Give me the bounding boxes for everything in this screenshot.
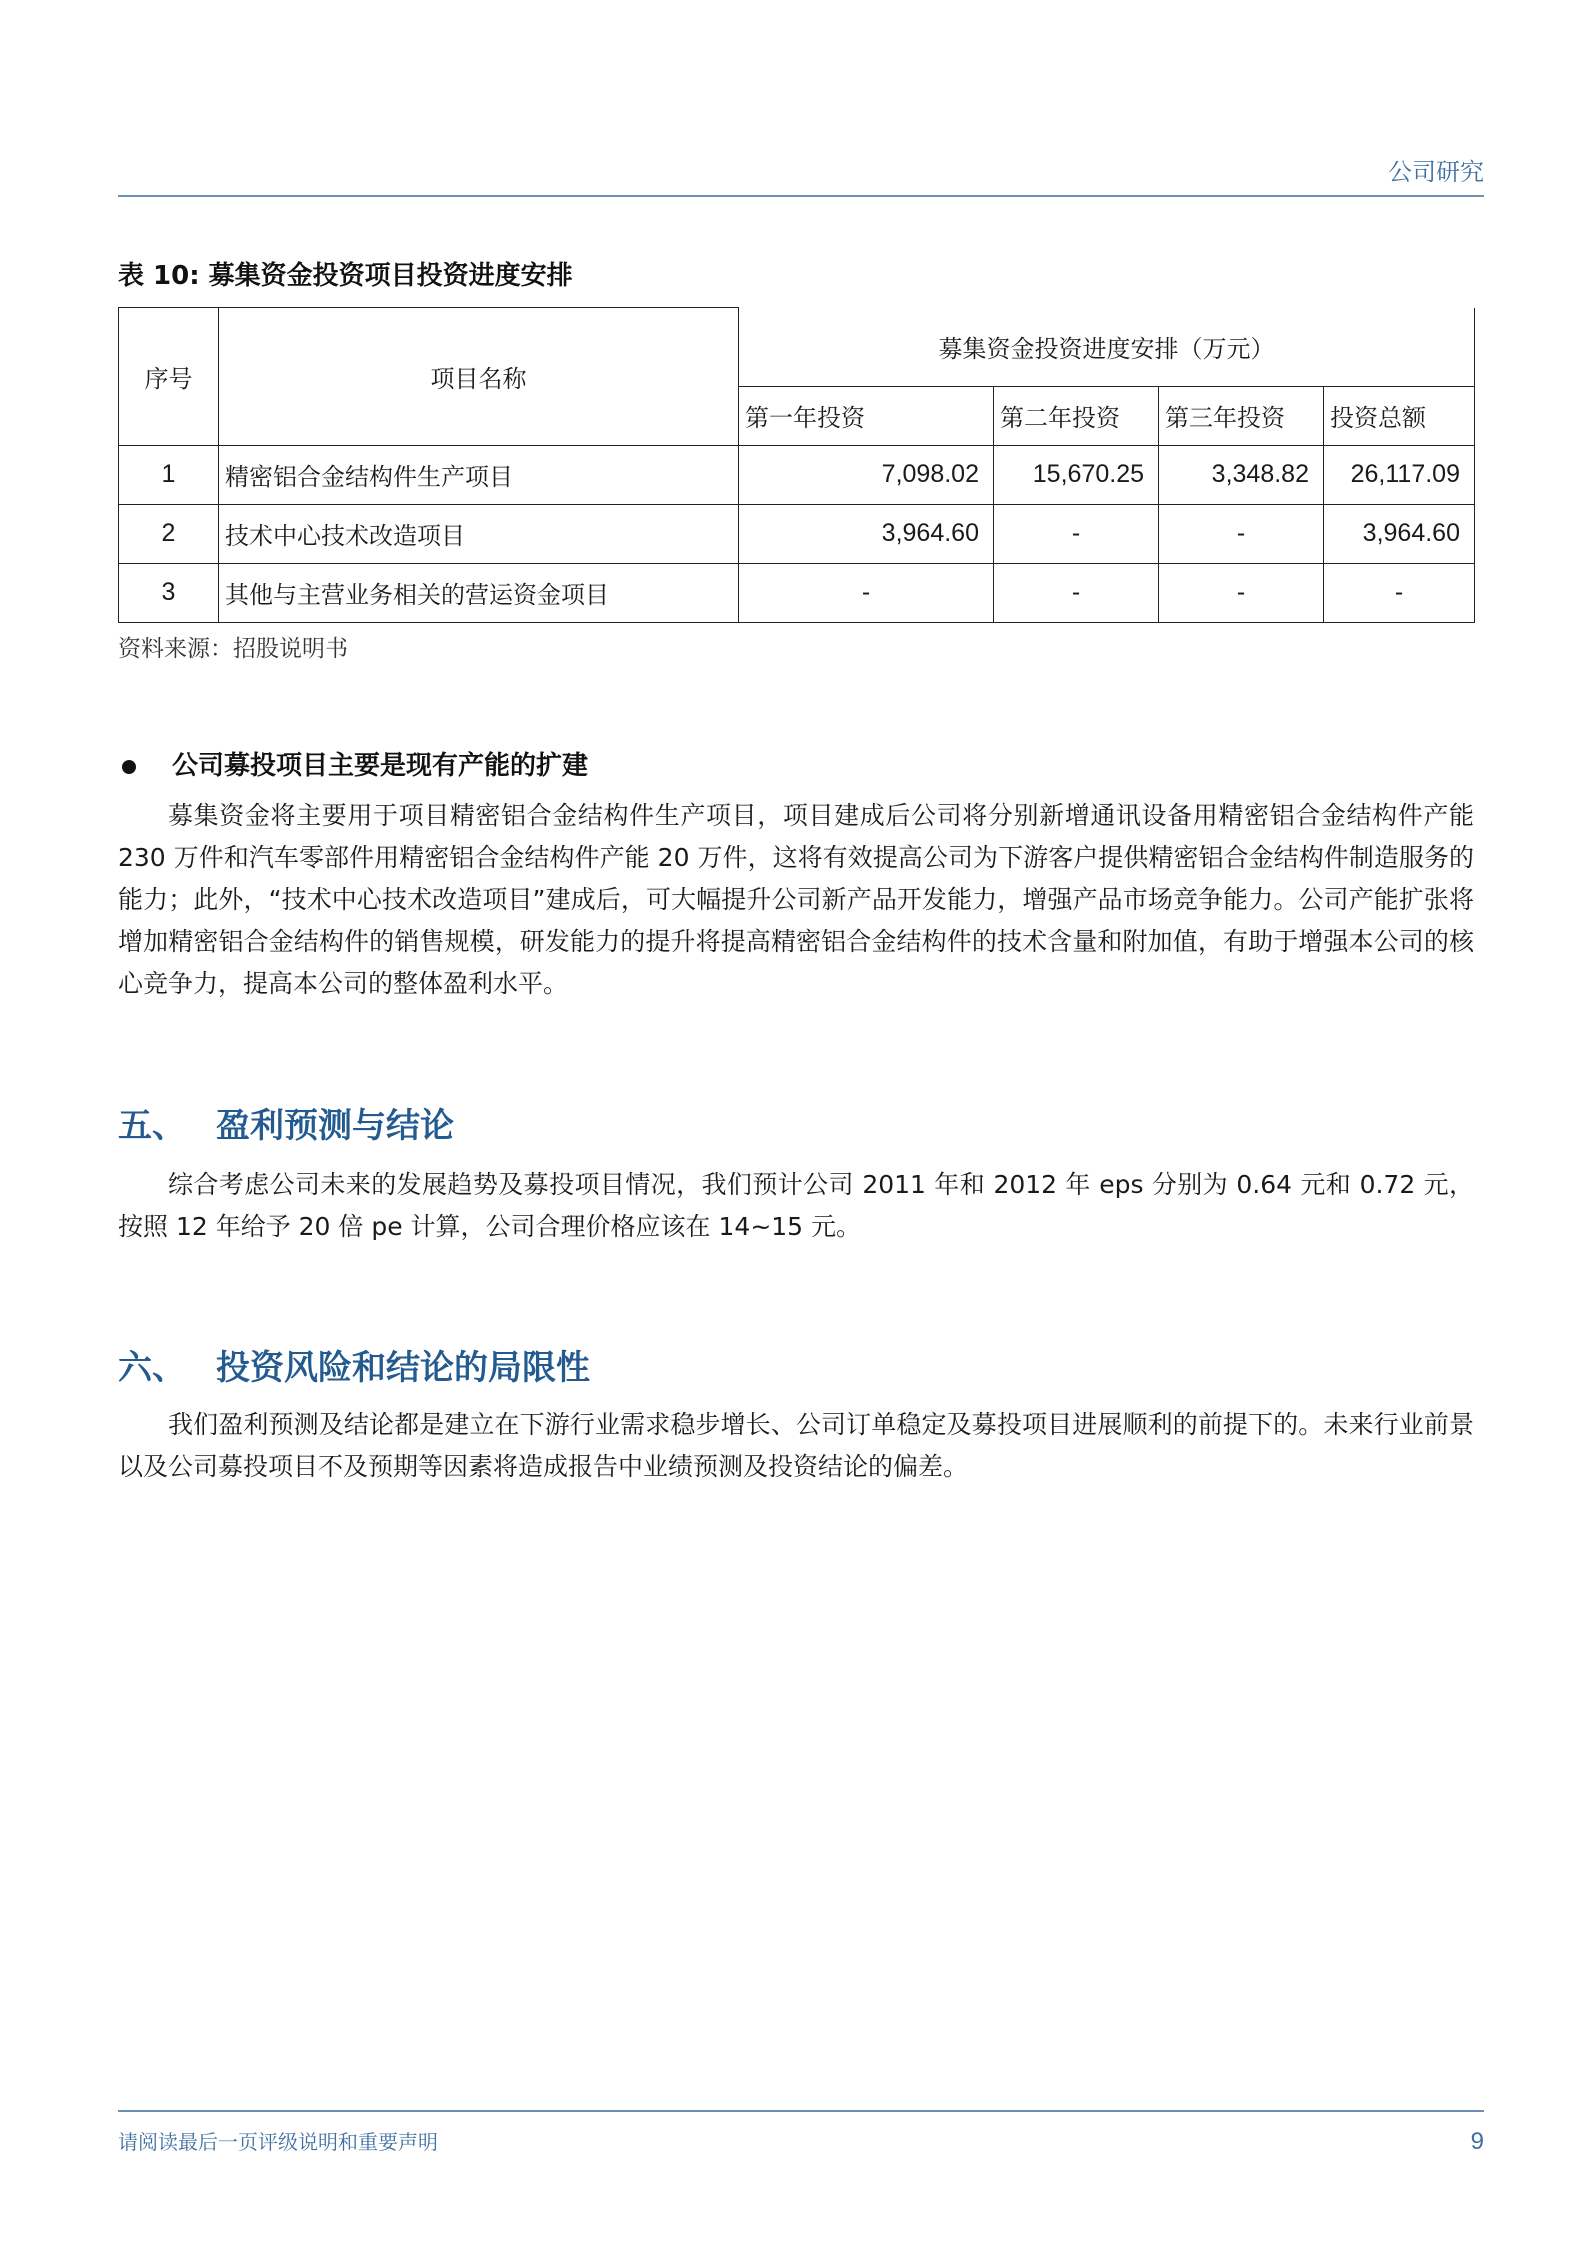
header-rule [118, 195, 1484, 197]
col-header-year1: 第一年投资 [739, 386, 994, 445]
col-header-year3: 第三年投资 [1159, 386, 1324, 445]
bullet-dot-icon [122, 760, 136, 774]
cell-total: 3,964.60 [1324, 504, 1475, 563]
cell-name: 其他与主营业务相关的营运资金项目 [219, 563, 739, 622]
col-header-year2: 第二年投资 [994, 386, 1159, 445]
cell-year2: 15,670.25 [994, 445, 1159, 504]
section-title-6 [118, 1340, 590, 1389]
table-row [119, 563, 1475, 622]
cell-year1: 3,964.60 [739, 504, 994, 563]
section-number-5: 五、 [118, 1106, 186, 1146]
cell-year3: 3,348.82 [1159, 445, 1324, 504]
cell-year3: - [1159, 563, 1324, 622]
section-number-6: 六、 [118, 1348, 186, 1388]
investment-schedule-table [118, 307, 1475, 623]
footer-rule [118, 2110, 1484, 2112]
section-paragraph-6: 我们盈利预测及结论都是建立在下游行业需求稳步增长、公司订单稳定及募投项目进展顺利的前提下的。未来行业前景以及公司募投项目不及预期等因素将造成报告中业绩预测及投资结论的偏差。 [118, 1410, 1474, 1481]
cell-total: 26,117.09 [1324, 445, 1475, 504]
section-title-5 [118, 1098, 454, 1147]
cell-year1: - [739, 563, 994, 622]
cell-year2: - [994, 563, 1159, 622]
col-header-group: 募集资金投资进度安排（万元） [739, 308, 1475, 387]
header-label: 公司研究 [1388, 158, 1484, 186]
table-source: 资料来源：招股说明书 [118, 636, 348, 662]
cell-year3: - [1159, 504, 1324, 563]
cell-no: 2 [119, 504, 219, 563]
table-caption: 表 10: 募集资金投资项目投资进度安排 [118, 261, 573, 291]
cell-year1: 7,098.02 [739, 445, 994, 504]
page-number: 9 [1470, 2128, 1484, 2155]
cell-total: - [1324, 563, 1475, 622]
footer-note: 请阅读最后一页评级说明和重要声明 [118, 2130, 438, 2154]
col-header-total: 投资总额 [1324, 386, 1475, 445]
table-header-row [119, 308, 1475, 387]
section-paragraph-5: 综合考虑公司未来的发展趋势及募投项目情况，我们预计公司 2011 年和 2012 年 eps 分别为 0.64 元和 0.72 元，按照 12 年给予 20 倍 pe 计算，公司合理价格应该在 14~15 元。 [118, 1170, 1474, 1241]
bullet-heading [118, 745, 588, 782]
table-row [119, 504, 1475, 563]
col-header-no: 序号 [119, 308, 219, 446]
cell-name: 技术中心技术改造项目 [219, 504, 739, 563]
table-row [119, 445, 1475, 504]
col-header-name: 项目名称 [219, 308, 739, 446]
cell-no: 1 [119, 445, 219, 504]
section-title-text-6: 投资风险和结论的局限性 [216, 1348, 590, 1388]
cell-no: 3 [119, 563, 219, 622]
bullet-paragraph: 募集资金将主要用于项目精密铝合金结构件生产项目，项目建成后公司将分别新增通讯设备用精密铝合金结构件产能 230 万件和汽车零部件用精密铝合金结构件产能 20 万件，这将有效提高公司为下游客户提供精密铝合金结构件制造服务的能力；此外，“技术中心技术改造项目”建成后，可大幅提升公司新产品开发能力，增强产品市场竞争能力。公司产能扩张将增加精密铝合金结构件的销售规模，研发能力的提升将提高精密铝合金结构件的技术含量和附加值，有助于增强本公司的核心竞争力，提高本公司的整体盈利水平。 [118, 801, 1474, 998]
cell-name: 精密铝合金结构件生产项目 [219, 445, 739, 504]
bullet-heading-text: 公司募投项目主要是现有产能的扩建 [172, 751, 589, 781]
section-title-text-5: 盈利预测与结论 [216, 1106, 454, 1146]
cell-year2: - [994, 504, 1159, 563]
